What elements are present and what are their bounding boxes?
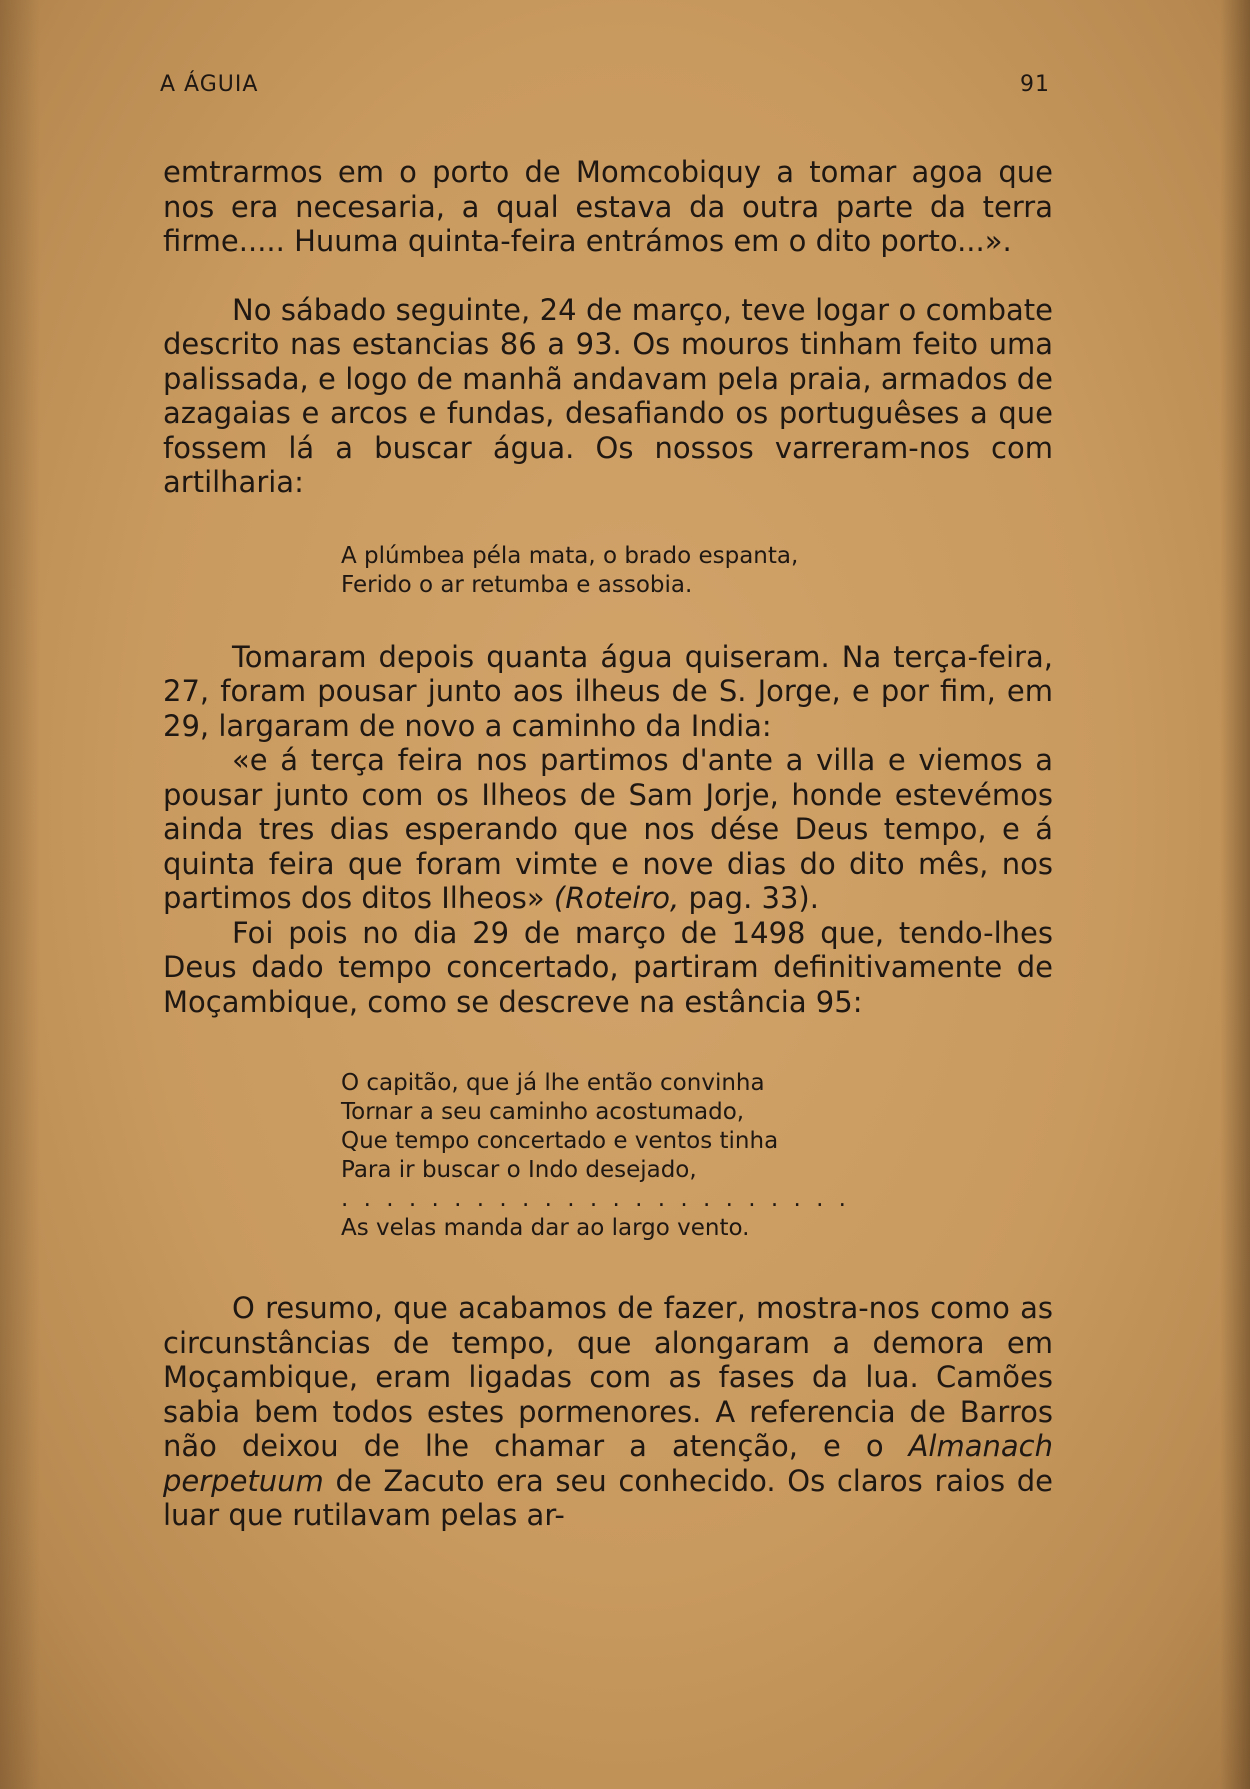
body-text: [163, 155, 1053, 1533]
roteiro-citation-page: pag. 33).: [679, 881, 819, 915]
verse-line: Que tempo concertado e ventos tinha: [341, 1128, 779, 1154]
summary-text-a: O resumo, que acabamos de fazer, mostra-nos como as circunstâncias de tempo, que alongaram a demora em Moçambique, eram ligadas com as fases da lua. Camões sabia bem todos estes pormenores. A referencia de Barros não deixou de lhe chamar a atenção, e o: [163, 1291, 1053, 1463]
verse-quote-1: [163, 542, 1053, 600]
verse-line: Ferido o ar retumba e assobia.: [341, 571, 693, 598]
running-header: [160, 72, 1050, 102]
verse-quote-2: [163, 1069, 1053, 1243]
page-edge-shadow-left: [0, 0, 40, 1789]
page-number: 91: [1020, 72, 1050, 97]
page-edge-shadow-right: [1220, 0, 1250, 1789]
verse-line: O capitão, que já lhe então convinha: [341, 1070, 765, 1096]
verse-line: Tornar a seu caminho acostumado,: [341, 1099, 745, 1125]
almanach-title: Almanach perpetuum: [163, 1429, 1053, 1498]
verse-ellipsis: . . . . . . . . . . . . . . . . . . . . . . .: [341, 1186, 850, 1212]
running-title: A ÁGUIA: [160, 72, 259, 97]
paragraph-summary: [163, 1291, 1053, 1533]
paragraph-quote-end: emtrarmos em o porto de Momcobiquy a tomar agoa que nos era necesaria, a qual estava da outra parte da terra firme..... Huuma quinta-feira entrámos em o dito porto...».: [163, 155, 1053, 258]
paragraph-roteiro-quote: [163, 743, 1053, 916]
summary-text-b: de Zacuto era seu conhecido. Os claros raios de luar que rutilavam pelas ar-: [163, 1463, 1053, 1532]
verse-line: A plúmbea péla mata, o brado espanta,: [341, 542, 799, 569]
verse-line: As velas manda dar ao largo vento.: [341, 1215, 750, 1241]
paragraph-departure: Foi pois no dia 29 de março de 1498 que, tendo-lhes Deus dado tempo concertado, partiram definitivamente de Moçambique, como se descreve na estância 95:: [163, 915, 1053, 1019]
roteiro-quote-text: «e á terça feira nos partimos d'ante a villa e viemos a pousar junto com os Ilheos de Sam Jorje, honde estevémos ainda tres dias esperando que nos dése Deus tempo, e á quinta feira que foram vimte e nove dias do dito mês, nos partimos dos ditos Ilheos»: [163, 743, 1053, 915]
paragraph-combat: No sábado seguinte, 24 de março, teve logar o combate descrito nas estancias 86 a 93. Os mouros tinham feito uma palissada, e logo de manhã andavam pela praia, armados de azagaias e arcos e fundas, desafiando os portuguêses a que fossem lá a buscar água. Os nossos varreram-nos com artilharia:: [163, 292, 1053, 499]
paragraph-water: Tomaram depois quanta água quiseram. Na terça-feira, 27, foram pousar junto aos ilheus de S. Jorge, e por fim, em 29, largaram de novo a caminho da India:: [163, 639, 1053, 743]
verse-line: Para ir buscar o Indo desejado,: [341, 1157, 697, 1183]
roteiro-citation-title: (Roteiro,: [553, 881, 680, 915]
